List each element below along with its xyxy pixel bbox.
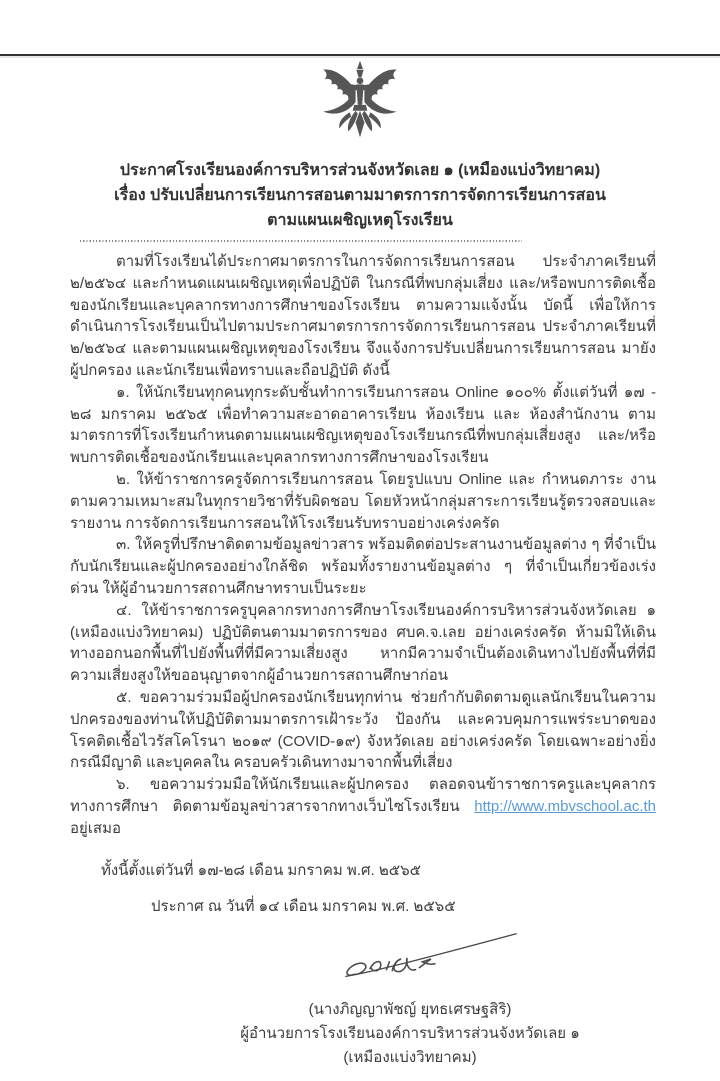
handwritten-signature <box>340 926 524 988</box>
announcement-date-line: ประกาศ ณ วันที่ ๑๔ เดือน มกราคม พ.ศ. ๒๕๖๕ <box>151 897 456 915</box>
garuda-emblem-icon <box>316 54 404 150</box>
announcement-document <box>0 54 720 1081</box>
title-line-3: ตามแผนเผชิญเหตุโรงเรียน <box>267 212 453 229</box>
effective-date-line: ทั้งนี้ตั้งแต่วันที่ ๑๗-๒๘ เดือน มกราคม พ.ศ. ๒๕๖๕ <box>101 861 421 879</box>
item-1: ๑. ให้นักเรียนทุกคนทุกระดับชั้นทำการเรียนการสอน Online ๑๐๐% ตั้งแต่วันที่ ๑๗ - ๒๘ มกราคม ๒๕๖๕ เพื่อทำความสะอาดอาคารเรียน ห้องเรียน และ ห้องสำนักงาน ตามมาตรการที่โรงเรียนกำหนดตามแผนเผชิญเหตุของโรงเรียนกรณีที่พบกลุ่มเสี่ยงสูง และ/หรือพบการติดเชื้อของนักเรียนและบุคลากรทางการศึกษาของโรงเรียน <box>70 383 656 467</box>
title-line-2: เรื่อง ปรับเปลี่ยนการเรียนการสอนตามมาตรการการจัดการเรียนการสอน <box>114 187 606 204</box>
document-title <box>0 158 720 233</box>
school-website-link[interactable]: http://www.mbvschool.ac.th <box>474 797 656 815</box>
item-6-text: ๖. ขอความร่วมมือให้นักเรียนและผู้ปกครอง ตลอดจนข้าราชการครูและบุคลากรทางการศึกษา ติดตามข้อมูลข่าวสารจากทางเว็บไซโรงเรียน <box>70 776 656 815</box>
intro-paragraph: ตามที่โรงเรียนได้ประกาศมาตรการในการจัดการเรียนการสอน ประจำภาคเรียนที่ ๒/๒๕๖๔ และกำหนดแผนเผชิญเหตุเพื่อปฏิบัติ ในกรณีที่พบกลุ่มเสี่ยง และ/หรือพบการติดเชื้อของนักเรียนและบุคลากรทางการศึกษาของโรงเรียน ตามความแจ้งนั้น บัดนี้ เพื่อให้การดำเนินการโรงเรียนเป็นไปตามประกาศมาตรการการจัดการเรียนการสอน ประจำภาคเรียนที่ ๒/๒๕๖๔ และตามแผนเผชิญเหตุของโรงเรียน จึงแจ้งการปรับเปลี่ยนการเรียนการสอน มายังผู้ปกครอง และนักเรียนเพื่อทราบและถือปฏิบัติ ดังนี้ <box>70 253 656 379</box>
signer-title-line-1: ผู้อำนวยการโรงเรียนองค์การบริหารส่วนจังหวัดเลย ๑ <box>240 1024 580 1042</box>
item-3: ๓. ให้ครูที่ปรึกษาติดตามข้อมูลข่าวสาร พร้อมติดต่อประสานงานข้อมูลต่าง ๆ ที่จำเป็นกับนักเรียนและผู้ปกครองอย่างใกล้ชิด พร้อมทั้งรายงานข้อมูลต่าง ๆ ที่จำเป็นเกี่ยวข้องเร่งด่วน ให้ผู้อำนวยการสถานศึกษาทราบเป็นระยะ <box>70 536 656 597</box>
title-line-1: ประกาศโรงเรียนองค์การบริหารส่วนจังหวัดเลย ๑ (เหมืองแบ่งวิทยาคม) <box>119 162 601 179</box>
scan-edge-bar <box>0 54 720 58</box>
item-6 <box>70 774 656 839</box>
item-4: ๔. ให้ข้าราชการครูบุคลากรทางการศึกษาโรงเรียนองค์การบริหารส่วนจังหวัดเลย ๑ (เหมืองแบ่งวิทยาคม) ปฏิบัติตนตามมาตรการของ ศบค.จ.เลย อย่างเคร่งครัด ห้ามมิให้เดินทางออกนอกพื้นที่ไปยังพื้นที่ที่มีความเสี่ยงสูง หากมีความจำเป็นต้องเดินทางไปยังพื้นที่ที่มีความเสี่ยงสูงให้ขออนุญาตจากผู้อำนวยการสถานศึกษาก่อน <box>70 601 656 685</box>
signer-title-line-2: (เหมืองแบ่งวิทยาคม) <box>343 1048 477 1066</box>
document-body <box>0 242 720 840</box>
signer-name: (นางภิญญาพัชญ์ ยุทธเศรษฐสิริ) <box>308 1000 512 1018</box>
item-6-suffix: อยู่เสมอ <box>70 819 121 837</box>
item-5: ๕. ขอความร่วมมือผู้ปกครองนักเรียนทุกท่าน ช่วยกำกับติดตามดูแลนักเรียนในความปกครองของท่านให้ปฏิบัติตามมาตรการเฝ้าระวัง ป้องกัน และควบคุมการแพร่ระบาดของโรคติดเชื้อไวรัสโคโรนา ๒๐๑๙ (COVID-๑๙) จังหวัดเลย อย่างเคร่งครัด โดยเฉพาะอย่างยิ่งกรณีมีญาติ และบุคคลใน ครอบครัวเดินทางมาจากพื้นที่เสี่ยง <box>70 688 656 772</box>
signature-block <box>240 926 580 1070</box>
item-2: ๒. ให้ข้าราชการครูจัดการเรียนการสอน โดยรูปแบบ Online และ กำหนดภาระ งานตามความเหมาะสมในทุกรายวิชาที่รับผิดชอบ โดยหัวหน้ากลุ่มสาระการเรียนรู้ตรวจสอบและรายงาน การจัดการเรียนการสอนให้โรงเรียนรับทราบอย่างเคร่งครัด <box>70 470 656 532</box>
